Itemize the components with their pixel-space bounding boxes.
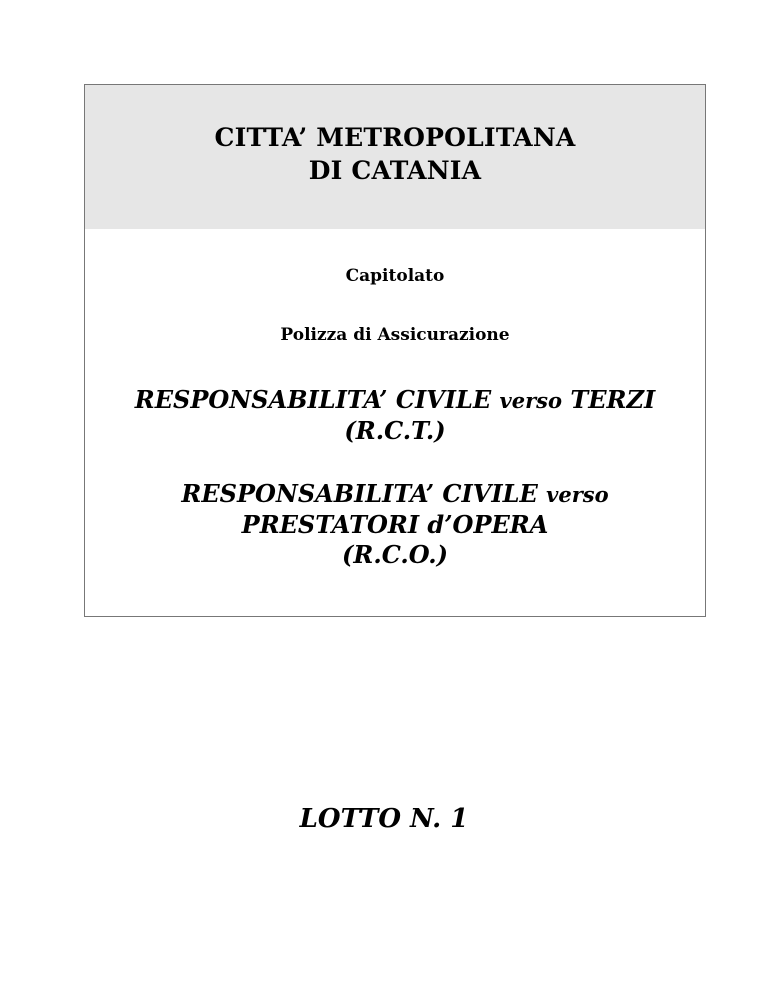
coverage-rco-main: RESPONSABILITA’ CIVILE bbox=[181, 479, 538, 508]
organization-title-line-2: DI CATANIA bbox=[308, 156, 482, 185]
coverage-rct-line-1 bbox=[55, 385, 735, 416]
document-type: Capitolato bbox=[345, 266, 445, 286]
coverage-rct bbox=[55, 385, 735, 446]
coverage-rco-line-2: PRESTATORI d’OPERA bbox=[241, 510, 549, 539]
lot-label: LOTTO N. 1 bbox=[299, 804, 469, 834]
coverage-rco bbox=[55, 479, 735, 570]
coverage-rct-abbrev: (R.C.T.) bbox=[344, 416, 446, 445]
coverage-rct-connector: verso bbox=[499, 388, 563, 413]
cover-frame bbox=[84, 84, 706, 617]
coverage-rco-line-1 bbox=[55, 479, 735, 510]
header-band bbox=[85, 85, 705, 229]
coverage-rco-connector: verso bbox=[546, 482, 609, 507]
organization-title bbox=[85, 121, 705, 187]
coverage-rco-abbrev: (R.C.O.) bbox=[342, 540, 448, 569]
coverage-rct-end: TERZI bbox=[570, 385, 656, 414]
organization-title-line-1: CITTA’ METROPOLITANA bbox=[214, 123, 576, 152]
document-subtype: Polizza di Assicurazione bbox=[280, 325, 510, 345]
coverage-rct-main: RESPONSABILITA’ CIVILE bbox=[134, 385, 492, 414]
